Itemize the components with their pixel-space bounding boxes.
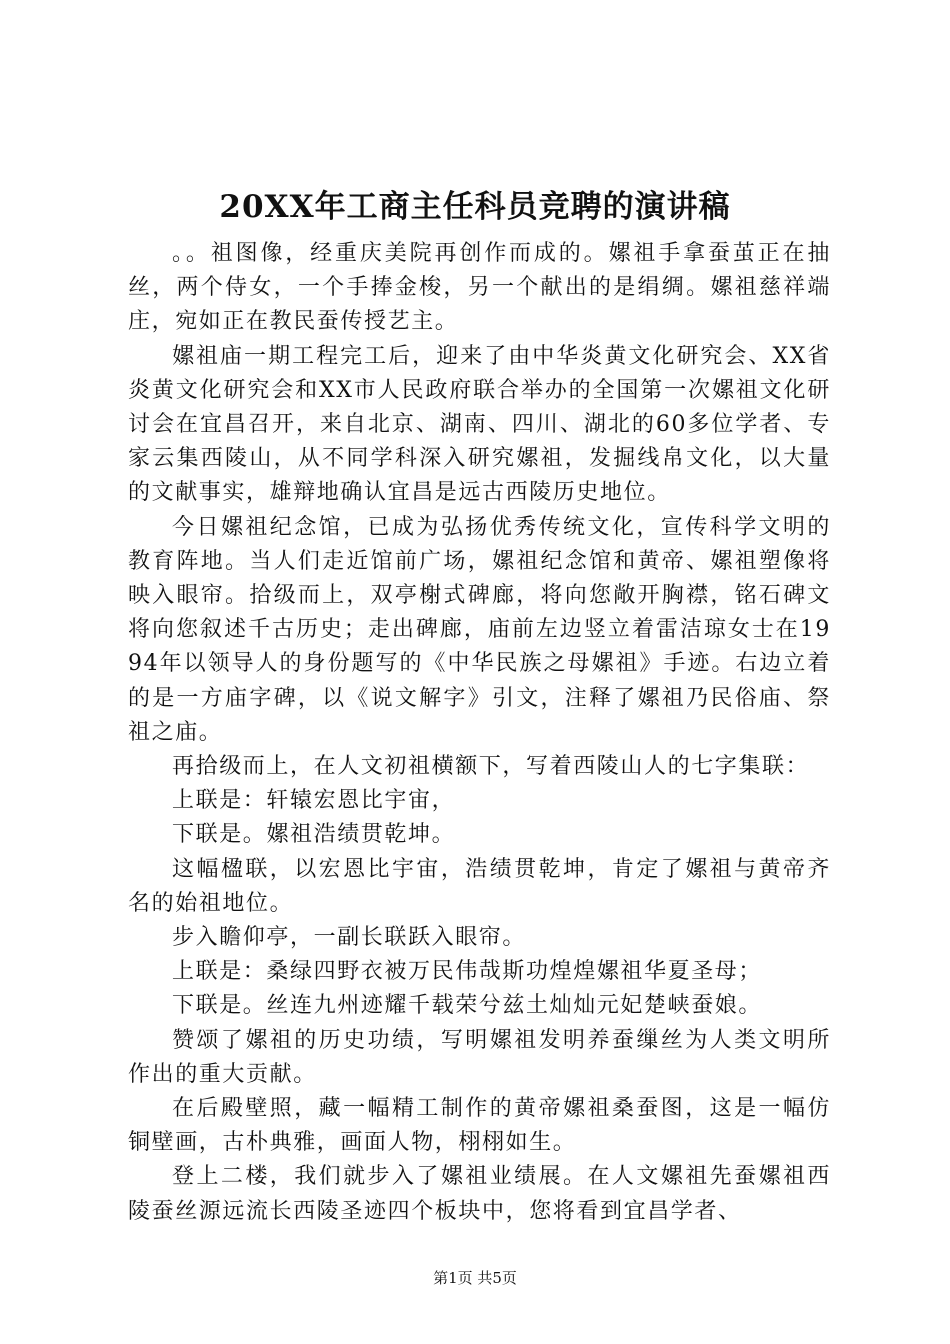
paragraph: 登上二楼，我们就步入了嫘祖业绩展。在人文嫘祖先蚕嫘祖西陵蚕丝源远流长西陵圣迹四个板块中，您将看到宜昌学者、 (128, 1164, 831, 1224)
paragraph: 这幅楹联，以宏恩比宇宙，浩绩贯乾坤，肯定了嫘祖与黄帝齐名的始祖地位。 (128, 856, 831, 916)
paragraph: 上联是：桑绿四野衣被万民伟哉斯功煌煌嫘祖华夏圣母； (172, 959, 763, 985)
paragraph: 下联是。丝连九州迹耀千载荣兮兹土灿灿元妃楚峡蚕娘。 (172, 993, 763, 1019)
paragraph: 赞颂了嫘祖的历史功绩，写明嫘祖发明养蚕缫丝为人类文明所作出的重大贡献。 (128, 1027, 831, 1087)
document-body (128, 237, 831, 1229)
paragraph: 下联是。嫘祖浩绩贯乾坤。 (172, 822, 456, 848)
paragraph: 今日嫘祖纪念馆，已成为弘扬优秀传统文化，宣传科学文明的教育阵地。当人们走近馆前广场，嫘祖纪念馆和黄帝、嫘祖塑像将映入眼帘。拾级而上，双亭榭式碑廊，将向您敞开胸襟，铭石碑文将向您叙述千古历史；走出碑廊，庙前左边竖立着雷洁琼女士在1994年以领导人的身份题写的《中华民族之母嫘祖》手迹。右边立着的是一方庙字碑，以《说文解字》引文，注释了嫘祖乃民俗庙、祭祖之庙。 (128, 514, 831, 745)
paragraph: 步入瞻仰亭，一副长联跃入眼帘。 (172, 925, 527, 951)
paragraph: 嫘祖庙一期工程完工后，迎来了由中华炎黄文化研究会、XX省炎黄文化研究会和XX市人民政府联合举办的全国第一次嫘祖文化研讨会在宜昌召开，来自北京、湖南、四川、湖北的60多位学者、专家云集西陵山，从不同学科深入研究嫘祖，发掘线帛文化，以大量的文献事实，雄辩地确认宜昌是远古西陵历史地位。 (128, 343, 831, 506)
paragraph: 。。祖图像，经重庆美院再创作而成的。嫘祖手拿蚕茧正在抽丝，两个侍女，一个手捧金梭，另一个献出的是绢绸。嫘祖慈祥端庄，宛如正在教民蚕传授艺主。 (128, 241, 831, 335)
page-footer: 第1页 共5页 (433, 1269, 517, 1287)
document-title: 20XX年工商主任科员竞聘的演讲稿 (219, 189, 731, 225)
paragraph: 在后殿壁照，藏一幅精工制作的黄帝嫘祖桑蚕图，这是一幅仿铜壁画，古朴典雅，画面人物，栩栩如生。 (128, 1096, 831, 1156)
paragraph: 上联是：轩辕宏恩比宇宙， (172, 788, 456, 814)
paragraph: 再拾级而上，在人文初祖横额下，写着西陵山人的七字集联： (172, 754, 810, 780)
